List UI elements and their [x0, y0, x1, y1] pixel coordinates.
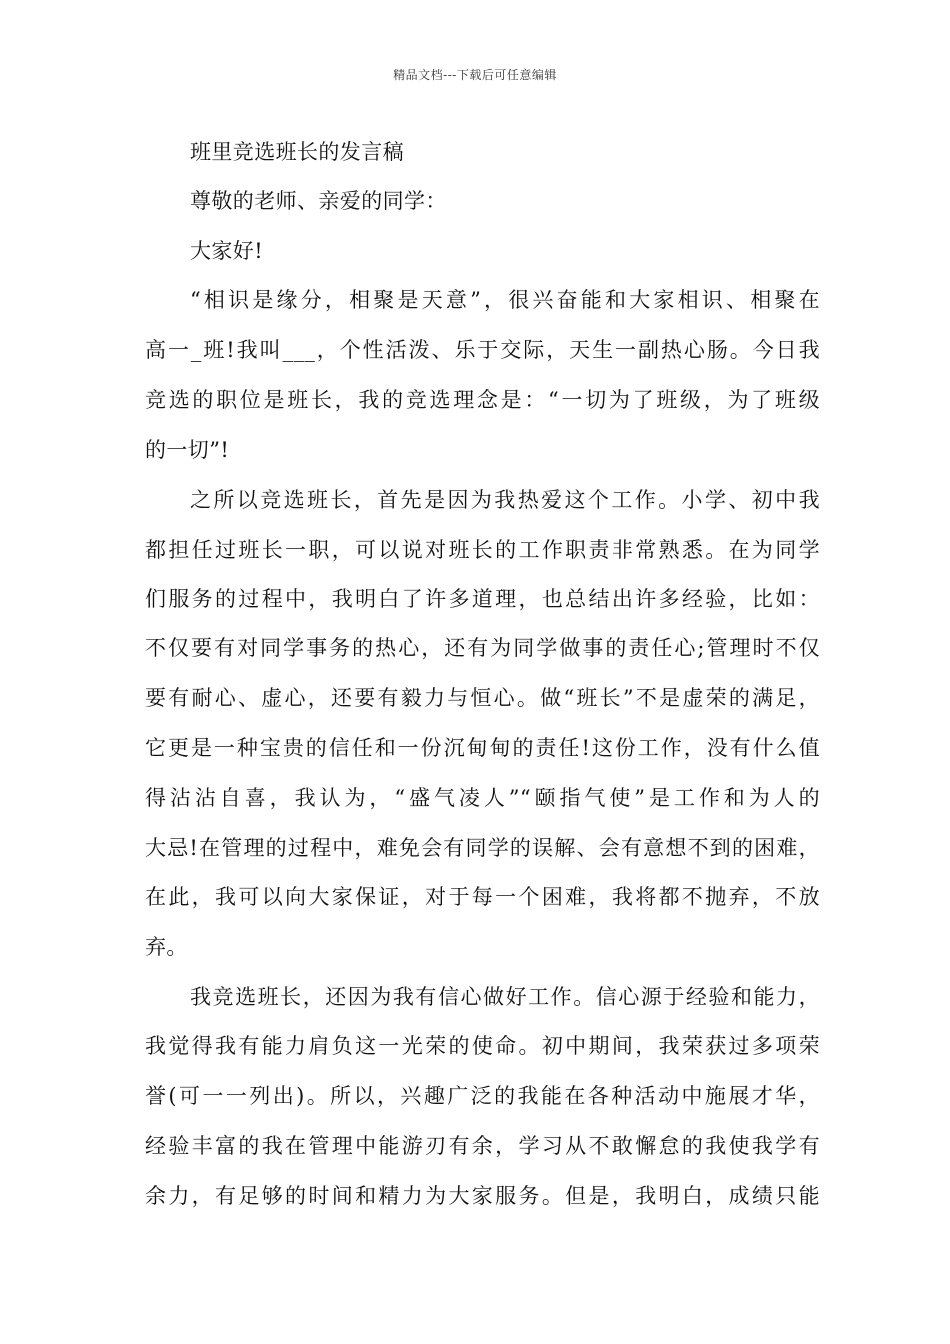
paragraph-line: 大忌!在管理的过程中，难免会有同学的误解、会有意想不到的困难，	[145, 836, 820, 860]
page-header: 精品文档---下载后可任意编辑	[393, 68, 557, 82]
greeting: 大家好!	[190, 239, 264, 263]
paragraph-line: 誉(可一一列出)。所以，兴趣广泛的我能在各种活动中施展才华，	[145, 1084, 820, 1108]
paragraph-line: 得沾沾自喜，我认为，“盛气凌人”“颐指气使”是工作和为人的	[145, 786, 820, 810]
paragraph-line: 不仅要有对同学事务的热心，还有为同学做事的责任心;管理时不仅	[145, 636, 820, 660]
paragraph-line: 之所以竞选班长，首先是因为我热爱这个工作。小学、初中我	[190, 488, 820, 512]
paragraph-line: 高一_班!我叫___，个性活泼、乐于交际，天生一副热心肠。今日我	[145, 338, 820, 362]
paragraph-line: 余力，有足够的时间和精力为大家服务。但是，我明白，成绩只能	[145, 1184, 820, 1208]
doc-title: 班里竞选班长的发言稿	[190, 140, 404, 164]
paragraph-line: 在此，我可以向大家保证，对于每一个困难，我将都不抛弃，不放	[145, 885, 820, 909]
paragraph-line: 都担任过班长一职，可以说对班长的工作职责非常熟悉。在为同学	[145, 538, 820, 562]
paragraph-line: 要有耐心、虚心，还要有毅力与恒心。做“班长”不是虚荣的满足，	[145, 686, 820, 710]
paragraph-line: 的一切”!	[145, 438, 230, 462]
paragraph-line: 经验丰富的我在管理中能游刃有余，学习从不敢懈怠的我使我学有	[145, 1134, 820, 1158]
paragraph-line: 竞选的职位是班长，我的竞选理念是：“一切为了班级，为了班级	[145, 388, 820, 412]
paragraph-line: 我竞选班长，还因为我有信心做好工作。信心源于经验和能力，	[190, 985, 820, 1009]
paragraph-line: 们服务的过程中，我明白了许多道理，也总结出许多经验，比如：	[145, 587, 820, 611]
paragraph-line: 我觉得我有能力肩负这一光荣的使命。初中期间，我荣获过多项荣	[145, 1034, 820, 1058]
paragraph-line: 弃。	[145, 935, 188, 959]
paragraph-line: “相识是缘分，相聚是天意”，很兴奋能和大家相识、相聚在	[190, 288, 820, 312]
paragraph-line: 它更是一种宝贵的信任和一份沉甸甸的责任!这份工作，没有什么值	[145, 736, 820, 760]
salutation: 尊敬的老师、亲爱的同学：	[190, 189, 447, 213]
